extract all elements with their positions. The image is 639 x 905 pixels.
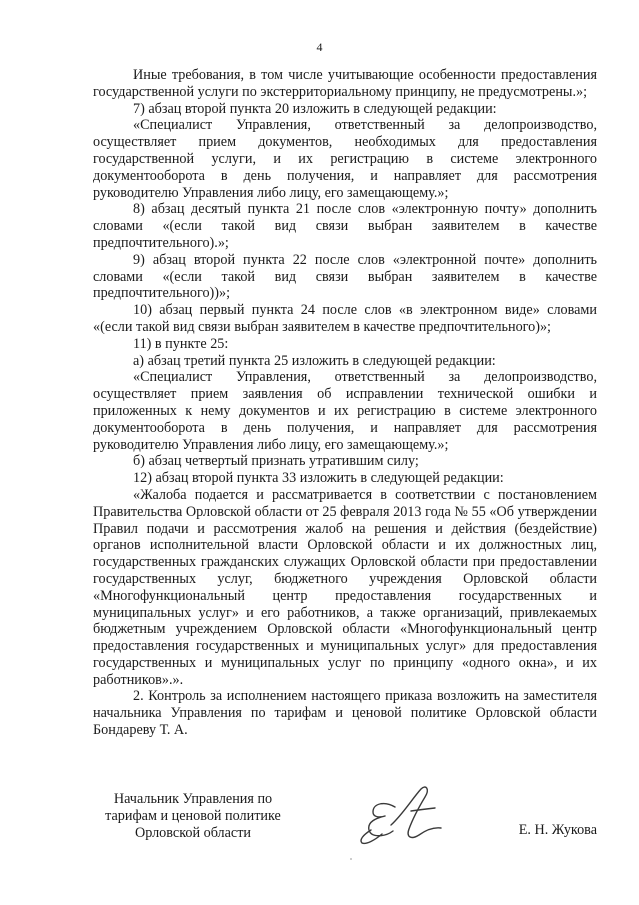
paragraph: 12) абзац второй пункта 33 изложить в следующей редакции: [133, 470, 504, 487]
paragraph: 7) абзац второй пункта 20 изложить в следующей редакции: [133, 100, 497, 117]
paragraph: 10) абзац первый пункта 24 после слов «в электронном виде» словами «(если такой вид связи выбран заявителем в качестве предпочтительного)»; [93, 302, 597, 335]
signer-title-line: тарифам и ценовой политике [105, 808, 281, 824]
signer-title-line: Начальник Управления по [113, 791, 273, 807]
signer-name: Е. Н. Жукова [518, 822, 597, 838]
paragraph: «Жалоба подается и рассматривается в соответствии с постановлением Правительства Орловской области от 25 февраля 2013 года № 55 «Об утверждении Правил подачи и рассмотрения жалоб на решения и действия (бездействие) органов исполнительной власти Орловской области и их должностных лиц, государственных гражданских служащих Орловской области при предоставлении государственных услуг, бюджетного учреждения Орловской области «Многофункциональный центр предоставления государственных и муниципальных услуг» и его работников, а также организаций, привлекаемых бюджетным учреждением Орловской области «Многофункциональный центр предоставления государственных и муниципальных услуг» для предоставления государственных и муниципальных услуг по принципу «одного окна», и их работников».». [93, 486, 597, 688]
signer-title [93, 791, 293, 842]
paragraph: «Специалист Управления, ответственный за делопроизводство, осуществляет прием заявления об исправлении технической ошибки и приложенных к нему документов и их регистрацию в системе электронного документооборота в день получения, и направляет для рассмотрения руководителю Управления либо лицу, его замещающему.»; [93, 369, 597, 453]
paragraph: 2. Контроль за исполнением настоящего приказа возложить на заместителя начальника Управления по тарифам и ценовой политике Орловской области Бондареву Т. А. [93, 688, 597, 739]
document-body [93, 67, 597, 739]
signature-block [93, 791, 597, 851]
handwritten-signature [351, 779, 471, 849]
page-number: 4 [316, 40, 323, 54]
paragraph: «Специалист Управления, ответственный за делопроизводство, осуществляет прием документов, необходимых для предоставления государственной услуги, и их регистрацию в системе электронного документооборота в день получения, и направляет для рассмотрения руководителю Управления либо лицу, его замещающему.»; [93, 117, 597, 201]
paragraph: а) абзац третий пункта 25 изложить в следующей редакции: [133, 352, 496, 369]
paragraph: Иные требования, в том числе учитывающие особенности предоставления государственной услуги по экстерриториальному принципу, не предусмотрены.»; [93, 67, 597, 100]
paragraph: б) абзац четвертый признать утратившим силу; [133, 453, 419, 470]
scan-speck [350, 858, 352, 860]
paragraph: 9) абзац второй пункта 22 после слов «электронной почте» дополнить словами «(если такой вид связи выбран заявителем в качестве предпочтительного))»; [93, 251, 597, 302]
paragraph: 11) в пункте 25: [133, 335, 229, 352]
paragraph: 8) абзац десятый пункта 21 после слов «электронную почту» дополнить словами «(если такой вид связи выбран заявителем в качестве предпочтительного).»; [93, 201, 597, 251]
signer-title-line: Орловской области [134, 825, 252, 841]
